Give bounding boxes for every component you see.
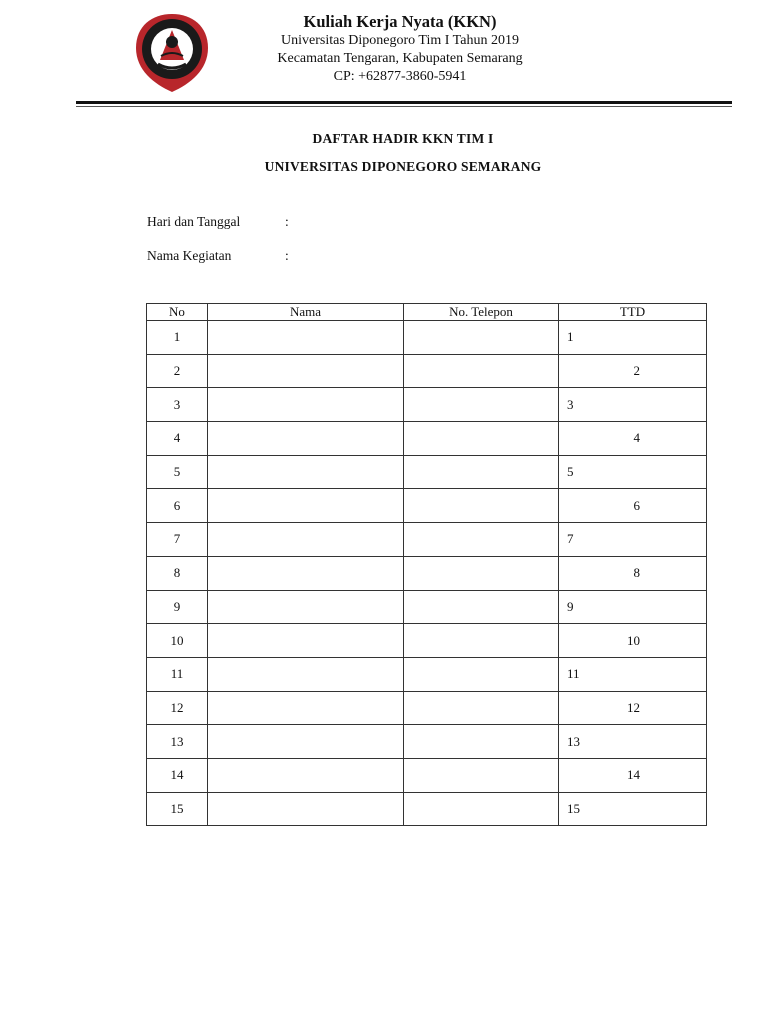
phone-cell[interactable] <box>404 758 559 792</box>
phone-cell[interactable] <box>404 691 559 725</box>
signature-cell[interactable]: 5 <box>559 455 707 489</box>
field-date-separator: : <box>285 214 289 229</box>
signature-cell[interactable]: 6 <box>559 489 707 523</box>
letterhead-address: Kecamatan Tengaran, Kabupaten Semarang <box>277 51 523 66</box>
phone-cell[interactable] <box>404 354 559 388</box>
phone-cell[interactable] <box>404 422 559 456</box>
letterhead <box>200 12 600 86</box>
letterhead-university: Universitas Diponegoro Tim I Tahun 2019 <box>281 33 519 48</box>
name-cell[interactable] <box>208 422 404 456</box>
name-cell[interactable] <box>208 556 404 590</box>
row-number: 12 <box>147 691 208 725</box>
table-row <box>147 455 707 489</box>
name-cell[interactable] <box>208 758 404 792</box>
signature-cell[interactable]: 1 <box>559 321 707 355</box>
header-nama: Nama <box>208 304 404 321</box>
name-cell[interactable] <box>208 523 404 557</box>
signature-cell[interactable]: 9 <box>559 590 707 624</box>
name-cell[interactable] <box>208 792 404 826</box>
table-header-row <box>147 304 707 321</box>
document-title: DAFTAR HADIR KKN TIM I <box>312 131 494 146</box>
signature-cell[interactable]: 3 <box>559 388 707 422</box>
row-number: 5 <box>147 455 208 489</box>
phone-cell[interactable] <box>404 725 559 759</box>
signature-cell[interactable]: 4 <box>559 422 707 456</box>
table-row <box>147 523 707 557</box>
phone-cell[interactable] <box>404 321 559 355</box>
row-number: 4 <box>147 422 208 456</box>
row-number: 1 <box>147 321 208 355</box>
phone-cell[interactable] <box>404 556 559 590</box>
row-number: 6 <box>147 489 208 523</box>
row-number: 13 <box>147 725 208 759</box>
table-row <box>147 590 707 624</box>
name-cell[interactable] <box>208 455 404 489</box>
header-no: No <box>147 304 208 321</box>
phone-cell[interactable] <box>404 792 559 826</box>
row-number: 14 <box>147 758 208 792</box>
signature-cell[interactable]: 14 <box>559 758 707 792</box>
table-row <box>147 657 707 691</box>
signature-cell[interactable]: 8 <box>559 556 707 590</box>
signature-cell[interactable]: 15 <box>559 792 707 826</box>
table-row <box>147 489 707 523</box>
phone-cell[interactable] <box>404 657 559 691</box>
letterhead-divider <box>76 101 732 104</box>
name-cell[interactable] <box>208 354 404 388</box>
row-number: 15 <box>147 792 208 826</box>
phone-cell[interactable] <box>404 523 559 557</box>
row-number: 7 <box>147 523 208 557</box>
row-number: 10 <box>147 624 208 658</box>
table-row <box>147 624 707 658</box>
name-cell[interactable] <box>208 691 404 725</box>
name-cell[interactable] <box>208 624 404 658</box>
name-cell[interactable] <box>208 321 404 355</box>
signature-cell[interactable]: 10 <box>559 624 707 658</box>
row-number: 2 <box>147 354 208 388</box>
field-activity-separator: : <box>285 248 289 263</box>
attendance-table <box>146 303 707 826</box>
field-activity-label: Nama Kegiatan <box>147 248 232 263</box>
name-cell[interactable] <box>208 388 404 422</box>
phone-cell[interactable] <box>404 388 559 422</box>
row-number: 8 <box>147 556 208 590</box>
table-row <box>147 321 707 355</box>
table-row <box>147 792 707 826</box>
document-subtitle: UNIVERSITAS DIPONEGORO SEMARANG <box>264 159 542 174</box>
table-row <box>147 725 707 759</box>
table-row <box>147 354 707 388</box>
letterhead-contact: CP: +62877-3860-5941 <box>333 69 467 84</box>
row-number: 11 <box>147 657 208 691</box>
letterhead-divider-thin <box>76 106 732 107</box>
row-number: 9 <box>147 590 208 624</box>
signature-cell[interactable]: 7 <box>559 523 707 557</box>
header-ttd: TTD <box>559 304 707 321</box>
field-date-label: Hari dan Tanggal <box>147 214 241 229</box>
signature-cell[interactable]: 12 <box>559 691 707 725</box>
name-cell[interactable] <box>208 489 404 523</box>
table-row <box>147 691 707 725</box>
header-telepon: No. Telepon <box>404 304 559 321</box>
field-date <box>147 214 289 230</box>
phone-cell[interactable] <box>404 624 559 658</box>
name-cell[interactable] <box>208 657 404 691</box>
name-cell[interactable] <box>208 590 404 624</box>
phone-cell[interactable] <box>404 590 559 624</box>
university-seal-icon <box>134 12 210 94</box>
letterhead-title: Kuliah Kerja Nyata (KKN) <box>303 12 497 31</box>
table-row <box>147 556 707 590</box>
signature-cell[interactable]: 11 <box>559 657 707 691</box>
phone-cell[interactable] <box>404 489 559 523</box>
row-number: 3 <box>147 388 208 422</box>
name-cell[interactable] <box>208 725 404 759</box>
table-row <box>147 422 707 456</box>
signature-cell[interactable]: 13 <box>559 725 707 759</box>
phone-cell[interactable] <box>404 455 559 489</box>
field-activity <box>147 248 289 264</box>
table-row <box>147 388 707 422</box>
table-row <box>147 758 707 792</box>
signature-cell[interactable]: 2 <box>559 354 707 388</box>
